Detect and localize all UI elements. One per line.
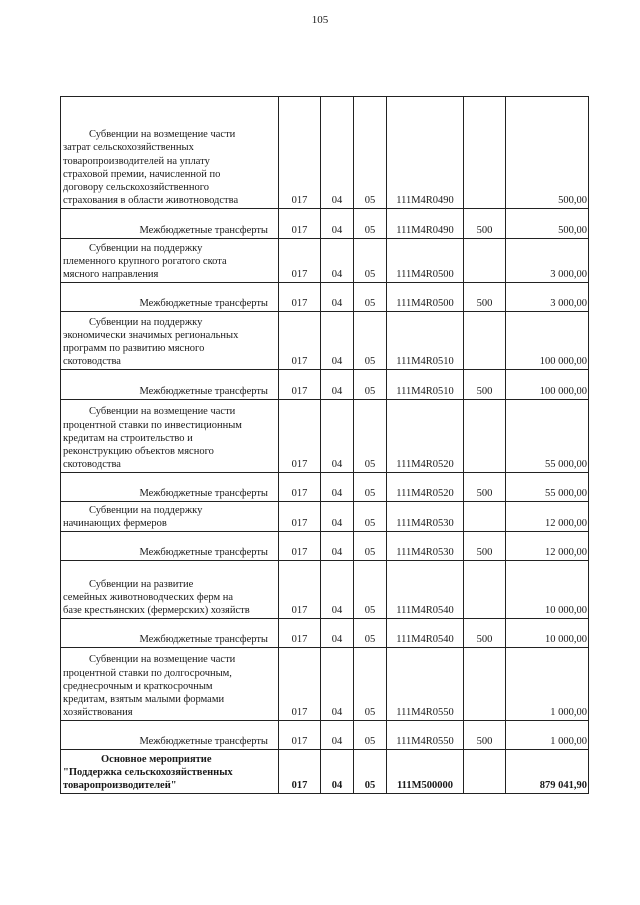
section-code-cell: 04 xyxy=(321,283,354,312)
row-name-cell xyxy=(61,283,279,312)
row-name-line: Межбюджетные трансферты xyxy=(139,735,268,747)
ministry-code-cell: 017 xyxy=(279,561,321,619)
ministry-code-cell: 017 xyxy=(279,502,321,532)
budget-table-wrapper xyxy=(60,96,588,794)
subsection-code-cell: 05 xyxy=(354,619,387,648)
amount-cell: 12 000,00 xyxy=(506,502,589,532)
amount-cell: 1 000,00 xyxy=(506,721,589,750)
section-code-cell: 04 xyxy=(321,400,354,473)
section-code-cell: 04 xyxy=(321,209,354,239)
row-name-line: хозяйствования xyxy=(63,706,133,718)
section-code-cell: 04 xyxy=(321,502,354,532)
row-name-cell xyxy=(61,473,279,502)
target-article-cell: 111M4R0550 xyxy=(387,721,464,750)
table-row xyxy=(61,502,589,532)
section-code-cell: 04 xyxy=(321,721,354,750)
subsection-code-cell: 05 xyxy=(354,532,387,561)
row-name-line: экономически значимых региональных xyxy=(63,329,239,341)
row-name-line: Межбюджетные трансферты xyxy=(139,633,268,645)
ministry-code-cell: 017 xyxy=(279,283,321,312)
row-name-line: Межбюджетные трансферты xyxy=(139,385,268,397)
row-name-line: среднесрочным и краткосрочным xyxy=(63,680,213,692)
expense-type-cell xyxy=(464,502,506,532)
row-name-line: Субвенции на возмещение части xyxy=(89,654,236,666)
section-code-cell: 04 xyxy=(321,750,354,794)
row-name-line: кредитам на строительство и xyxy=(63,432,193,444)
row-name-cell xyxy=(61,750,279,794)
row-name-line: товаропроизводителей" xyxy=(63,779,177,791)
target-article-cell: 111M500000 xyxy=(387,750,464,794)
expense-type-cell xyxy=(464,561,506,619)
target-article-cell: 111M4R0500 xyxy=(387,283,464,312)
ministry-code-cell: 017 xyxy=(279,97,321,209)
subsection-code-cell: 05 xyxy=(354,502,387,532)
ministry-code-cell: 017 xyxy=(279,648,321,721)
target-article-cell: 111M4R0540 xyxy=(387,561,464,619)
target-article-cell: 111M4R0510 xyxy=(387,370,464,400)
section-code-cell: 04 xyxy=(321,370,354,400)
target-article-cell: 111M4R0490 xyxy=(387,209,464,239)
amount-cell: 500,00 xyxy=(506,97,589,209)
table-row-transfer xyxy=(61,283,589,312)
target-article-cell: 111M4R0500 xyxy=(387,239,464,283)
row-name-line: Субвенции на возмещение части xyxy=(89,406,236,418)
row-name-cell xyxy=(61,619,279,648)
row-name-line: "Поддержка сельскохозяйственных xyxy=(63,766,233,778)
row-name-line: Субвенции на поддержку xyxy=(89,504,203,516)
expense-type-cell: 500 xyxy=(464,283,506,312)
amount-cell: 500,00 xyxy=(506,209,589,239)
row-name-line: программ по развитию мясного xyxy=(63,342,205,354)
row-name-line: страхования в области животноводства xyxy=(63,194,239,206)
row-name-cell xyxy=(61,532,279,561)
amount-cell: 55 000,00 xyxy=(506,473,589,502)
table-row-transfer xyxy=(61,721,589,750)
section-code-cell: 04 xyxy=(321,648,354,721)
subsection-code-cell: 05 xyxy=(354,648,387,721)
table-row-transfer xyxy=(61,209,589,239)
row-name-line: начинающих фермеров xyxy=(63,517,167,529)
row-name-cell xyxy=(61,312,279,370)
section-code-cell: 04 xyxy=(321,561,354,619)
target-article-cell: 111M4R0520 xyxy=(387,400,464,473)
table-row-transfer xyxy=(61,370,589,400)
target-article-cell: 111M4R0550 xyxy=(387,648,464,721)
row-name-line: процентной ставки по долгосрочным, xyxy=(63,667,232,679)
row-name-cell xyxy=(61,561,279,619)
target-article-cell: 111M4R0490 xyxy=(387,97,464,209)
subsection-code-cell: 05 xyxy=(354,750,387,794)
amount-cell: 3 000,00 xyxy=(506,239,589,283)
ministry-code-cell: 017 xyxy=(279,750,321,794)
ministry-code-cell: 017 xyxy=(279,239,321,283)
expense-type-cell: 500 xyxy=(464,619,506,648)
amount-cell: 10 000,00 xyxy=(506,561,589,619)
row-name-cell xyxy=(61,239,279,283)
amount-cell: 12 000,00 xyxy=(506,532,589,561)
budget-table xyxy=(60,96,589,794)
page-number: 105 xyxy=(311,14,329,26)
row-name-line: реконструкцию объектов мясного xyxy=(63,445,214,457)
target-article-cell: 111M4R0540 xyxy=(387,619,464,648)
subsection-code-cell: 05 xyxy=(354,721,387,750)
budget-table-body xyxy=(61,97,589,794)
row-name-line: Субвенции на поддержку xyxy=(89,242,203,254)
row-name-line: процентной ставки по инвестиционным xyxy=(63,419,242,431)
expense-type-cell xyxy=(464,97,506,209)
table-row xyxy=(61,561,589,619)
subsection-code-cell: 05 xyxy=(354,400,387,473)
table-row xyxy=(61,97,589,209)
row-name-line: Основное мероприятие xyxy=(101,753,212,765)
row-name-line: Субвенции на поддержку xyxy=(89,316,203,328)
section-code-cell: 04 xyxy=(321,239,354,283)
row-name-cell xyxy=(61,370,279,400)
row-name-cell xyxy=(61,648,279,721)
amount-cell: 879 041,90 xyxy=(506,750,589,794)
section-code-cell: 04 xyxy=(321,97,354,209)
row-name-cell xyxy=(61,502,279,532)
row-name-line: договору сельскохозяйственного xyxy=(63,181,209,193)
expense-type-cell: 500 xyxy=(464,721,506,750)
row-name-cell xyxy=(61,721,279,750)
row-name-line: племенного крупного рогатого скота xyxy=(63,255,227,267)
section-code-cell: 04 xyxy=(321,619,354,648)
table-row xyxy=(61,648,589,721)
target-article-cell: 111M4R0520 xyxy=(387,473,464,502)
ministry-code-cell: 017 xyxy=(279,209,321,239)
table-row xyxy=(61,312,589,370)
ministry-code-cell: 017 xyxy=(279,532,321,561)
expense-type-cell: 500 xyxy=(464,370,506,400)
target-article-cell: 111M4R0510 xyxy=(387,312,464,370)
row-name-line: затрат сельскохозяйственных xyxy=(63,142,194,154)
subsection-code-cell: 05 xyxy=(354,561,387,619)
row-name-line: Субвенции на развитие xyxy=(89,578,194,590)
row-name-line: мясного направления xyxy=(63,268,159,280)
row-name-line: страховой премии, начисленной по xyxy=(63,168,221,180)
subsection-code-cell: 05 xyxy=(354,283,387,312)
ministry-code-cell: 017 xyxy=(279,619,321,648)
table-row-transfer xyxy=(61,473,589,502)
row-name-line: кредитам, взятым малыми формами xyxy=(63,693,225,705)
row-name-line: Межбюджетные трансферты xyxy=(139,297,268,309)
section-code-cell: 04 xyxy=(321,532,354,561)
row-name-line: базе крестьянских (фермерских) хозяйств xyxy=(63,604,250,616)
amount-cell: 100 000,00 xyxy=(506,370,589,400)
subsection-code-cell: 05 xyxy=(354,97,387,209)
row-name-line: Межбюджетные трансферты xyxy=(139,487,268,499)
target-article-cell: 111M4R0530 xyxy=(387,502,464,532)
expense-type-cell: 500 xyxy=(464,209,506,239)
expense-type-cell xyxy=(464,648,506,721)
table-row-transfer xyxy=(61,532,589,561)
expense-type-cell: 500 xyxy=(464,473,506,502)
row-name-line: Межбюджетные трансферты xyxy=(139,224,268,236)
amount-cell: 3 000,00 xyxy=(506,283,589,312)
section-code-cell: 04 xyxy=(321,312,354,370)
expense-type-cell xyxy=(464,239,506,283)
table-row xyxy=(61,239,589,283)
subsection-code-cell: 05 xyxy=(354,312,387,370)
ministry-code-cell: 017 xyxy=(279,312,321,370)
table-row xyxy=(61,400,589,473)
row-name-line: Субвенции на возмещение части xyxy=(89,129,236,141)
expense-type-cell: 500 xyxy=(464,532,506,561)
amount-cell: 100 000,00 xyxy=(506,312,589,370)
ministry-code-cell: 017 xyxy=(279,370,321,400)
target-article-cell: 111M4R0530 xyxy=(387,532,464,561)
subsection-code-cell: 05 xyxy=(354,239,387,283)
row-name-cell xyxy=(61,97,279,209)
amount-cell: 10 000,00 xyxy=(506,619,589,648)
ministry-code-cell: 017 xyxy=(279,721,321,750)
row-name-line: семейных животноводческих ферм на xyxy=(63,591,233,603)
row-name-cell xyxy=(61,209,279,239)
amount-cell: 1 000,00 xyxy=(506,648,589,721)
row-name-line: скотоводства xyxy=(63,458,121,470)
expense-type-cell xyxy=(464,312,506,370)
row-name-line: товаропроизводителей на уплату xyxy=(63,155,210,167)
expense-type-cell xyxy=(464,400,506,473)
section-code-cell: 04 xyxy=(321,473,354,502)
table-row-main-activity xyxy=(61,750,589,794)
expense-type-cell xyxy=(464,750,506,794)
subsection-code-cell: 05 xyxy=(354,370,387,400)
ministry-code-cell: 017 xyxy=(279,400,321,473)
row-name-line: скотоводства xyxy=(63,355,121,367)
subsection-code-cell: 05 xyxy=(354,473,387,502)
table-row-transfer xyxy=(61,619,589,648)
ministry-code-cell: 017 xyxy=(279,473,321,502)
subsection-code-cell: 05 xyxy=(354,209,387,239)
amount-cell: 55 000,00 xyxy=(506,400,589,473)
row-name-line: Межбюджетные трансферты xyxy=(139,546,268,558)
row-name-cell xyxy=(61,400,279,473)
